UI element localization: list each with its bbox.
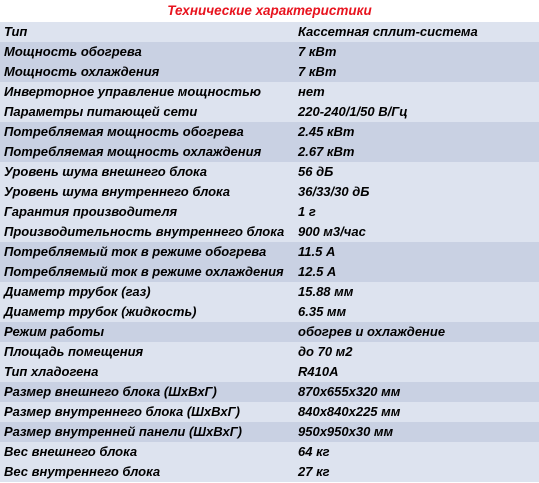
row-value: 11.5 А <box>298 244 336 259</box>
row-name: Размер внутренней панели (ШхВхГ) <box>4 424 243 439</box>
row-value: 36/33/30 дБ <box>298 184 370 199</box>
row-name: Вес внутреннего блока <box>4 464 161 479</box>
row-value: 6.35 мм <box>298 304 347 319</box>
table-row <box>0 322 539 342</box>
table-row <box>0 242 539 262</box>
table-row <box>0 162 539 182</box>
row-value: 220-240/1/50 В/Гц <box>298 104 408 119</box>
table-row <box>0 382 539 402</box>
row-value: 840x840x225 мм <box>298 404 401 419</box>
row-name: Мощность охлаждения <box>4 64 160 79</box>
row-name: Диаметр трубок (газ) <box>4 284 151 299</box>
row-value: R410A <box>298 364 339 379</box>
row-value: 15.88 мм <box>298 284 354 299</box>
table-row <box>0 22 539 42</box>
table-row <box>0 62 539 82</box>
table-row <box>0 42 539 62</box>
row-name: Диаметр трубок (жидкость) <box>4 304 197 319</box>
row-name: Инверторное управление мощностью <box>4 84 262 99</box>
row-value: 7 кВт <box>298 44 337 59</box>
table-row <box>0 342 539 362</box>
table-title: Технические характеристики <box>0 0 539 22</box>
row-name: Тип <box>4 24 28 39</box>
row-value: 64 кг <box>298 444 330 459</box>
table-row <box>0 102 539 122</box>
row-name: Потребляемый ток в режиме охлаждения <box>4 264 284 279</box>
table-row <box>0 122 539 142</box>
table-row <box>0 222 539 242</box>
table-row <box>0 262 539 282</box>
row-name: Вес внешнего блока <box>4 444 138 459</box>
row-value: 2.67 кВт <box>298 144 355 159</box>
row-name: Мощность обогрева <box>4 44 142 59</box>
table-row <box>0 442 539 462</box>
row-name: Потребляемая мощность обогрева <box>4 124 244 139</box>
row-value: 870x655x320 мм <box>298 384 401 399</box>
table-row <box>0 82 539 102</box>
row-name: Режим работы <box>4 324 105 339</box>
row-value: 1 г <box>298 204 316 219</box>
row-value: до 70 м2 <box>298 344 353 359</box>
table-row <box>0 362 539 382</box>
spec-rows <box>0 22 539 482</box>
row-name: Площадь помещения <box>4 344 144 359</box>
row-name: Уровень шума внутреннего блока <box>4 184 231 199</box>
row-value: 900 м3/час <box>298 224 366 239</box>
row-value: 2.45 кВт <box>298 124 355 139</box>
table-row <box>0 202 539 222</box>
row-value: 56 дБ <box>298 164 334 179</box>
row-value: обогрев и охлаждение <box>298 324 446 339</box>
table-row <box>0 142 539 162</box>
table-row <box>0 462 539 482</box>
row-name: Тип хладогена <box>4 364 99 379</box>
table-row <box>0 302 539 322</box>
row-value: 7 кВт <box>298 64 337 79</box>
table-row <box>0 422 539 442</box>
row-name: Потребляемая мощность охлаждения <box>4 144 262 159</box>
row-name: Размер внешнего блока (ШхВхГ) <box>4 384 217 399</box>
row-value: 950x950x30 мм <box>298 424 394 439</box>
row-value: 12.5 А <box>298 264 337 279</box>
row-name: Потребляемый ток в режиме обогрева <box>4 244 267 259</box>
row-name: Производительность внутреннего блока <box>4 224 285 239</box>
row-name: Размер внутреннего блока (ШхВхГ) <box>4 404 240 419</box>
row-name: Уровень шума внешнего блока <box>4 164 208 179</box>
table-row <box>0 182 539 202</box>
table-row <box>0 282 539 302</box>
table-row <box>0 402 539 422</box>
row-value: нет <box>298 84 325 99</box>
row-value: 27 кг <box>298 464 330 479</box>
row-name: Гарантия производителя <box>4 204 178 219</box>
row-name: Параметры питающей сети <box>4 104 198 119</box>
row-value: Кассетная сплит-система <box>298 24 478 39</box>
